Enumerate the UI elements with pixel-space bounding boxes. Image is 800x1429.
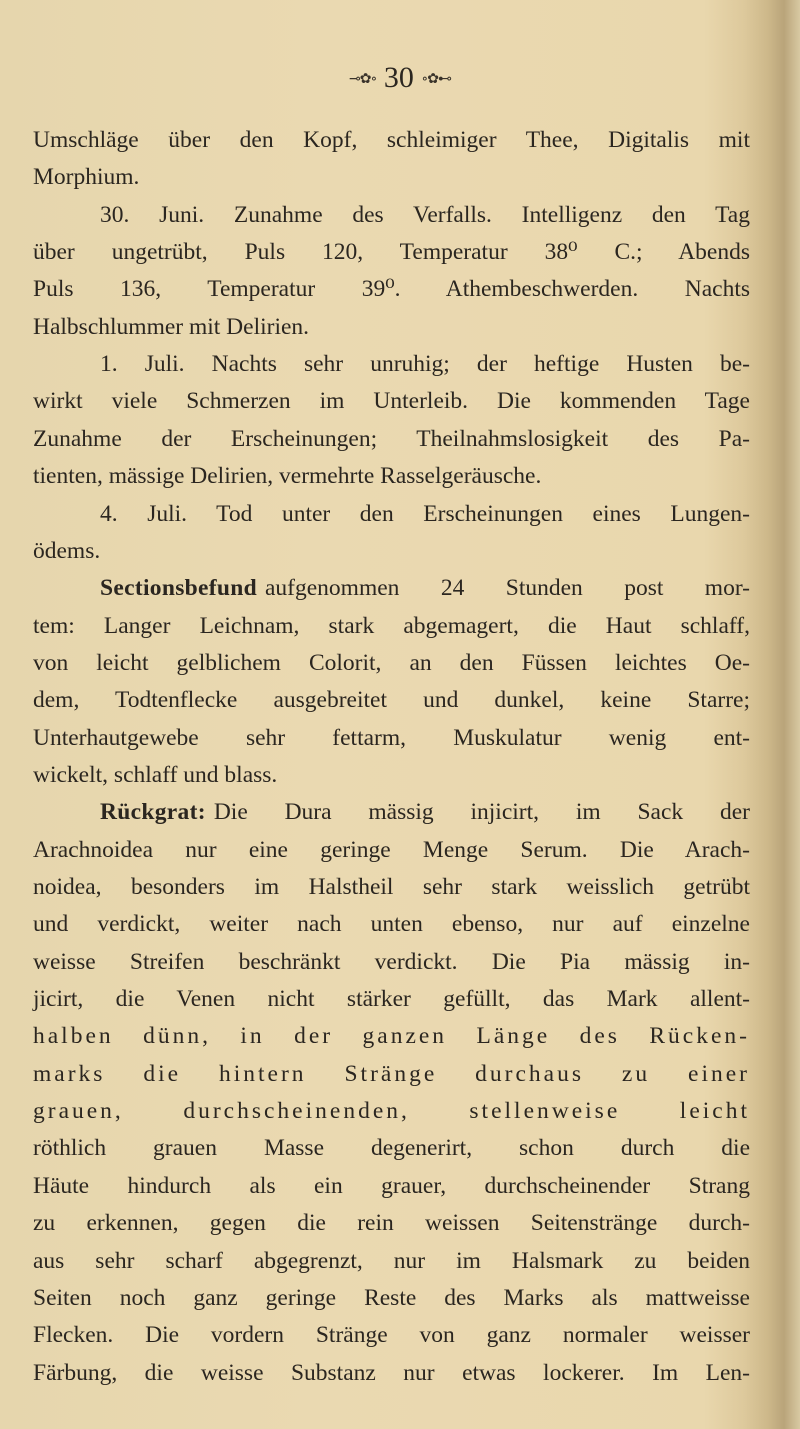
text-line — [33, 1283, 750, 1313]
text-line — [33, 573, 750, 603]
text-line — [33, 162, 750, 192]
text-line — [33, 200, 750, 230]
text-line — [33, 312, 750, 342]
line-text: Häute hindurch als ein grauer, durchscheinender Strang — [33, 1172, 750, 1199]
line-text: halben dünn, in der ganzen Länge des Rücken- — [33, 1023, 750, 1050]
line-text: Morphium. — [33, 164, 140, 191]
text-line — [33, 1171, 750, 1201]
text-line — [33, 499, 750, 529]
text-line — [33, 274, 750, 304]
line-text: weisse Streifen beschränkt verdickt. Die Pia mässig in- — [33, 948, 750, 975]
line-text: aus sehr scharf abgegrenzt, nur im Halsmark zu beiden — [33, 1247, 750, 1274]
line-text: Umschläge über den Kopf, schleimiger Thee, Digitalis mit — [33, 127, 750, 153]
text-line — [33, 797, 750, 827]
line-text: Flecken. Die vordern Stränge von ganz normaler weisser — [33, 1322, 750, 1349]
text-line — [33, 1208, 750, 1238]
text-line — [33, 835, 750, 865]
line-text: Zunahme der Erscheinungen; Theilnahmslosigkeit des Pa- — [33, 425, 750, 452]
section-heading: Sectionsbefund — [100, 575, 257, 602]
ornament-left-icon: ⊸✿∘ — [349, 72, 377, 88]
line-text: jicirt, die Venen nicht stärker gefüllt, das Mark allent- — [33, 986, 750, 1013]
text-line — [33, 386, 750, 416]
line-text: wickelt, schlaff und blass. — [33, 761, 278, 788]
line-text: dem, Todtenflecke ausgebreitet und dunkel, keine Starre; — [33, 687, 750, 714]
text-line — [33, 611, 750, 641]
text-line — [33, 536, 750, 566]
ornament-right-icon: ∘✿⊷ — [421, 72, 451, 88]
text-line — [33, 1133, 750, 1163]
section-heading: Rückgrat: — [100, 799, 206, 826]
text-line — [33, 349, 750, 379]
text-line — [33, 872, 750, 902]
line-text: wirkt viele Schmerzen im Unterleib. Die kommenden Tage — [33, 388, 750, 415]
line-text: 30. Juni. Zunahme des Verfalls. Intelligenz den Tag — [100, 201, 750, 228]
text-line — [33, 947, 750, 977]
line-text: tem: Langer Leichnam, stark abgemagert, die Haut schlaff, — [33, 612, 750, 639]
line-text: Seiten noch ganz geringe Reste des Marks als mattweisse — [33, 1284, 750, 1311]
text-line — [33, 461, 750, 491]
text-line — [33, 237, 750, 267]
line-text: und verdickt, weiter nach unten ebenso, nur auf einzelne — [33, 911, 750, 938]
line-text: marks die hintern Stränge durchaus zu einer — [33, 1060, 750, 1087]
page-number: 30 — [383, 61, 414, 94]
line-text: Die Dura mässig injicirt, im Sack der — [213, 799, 750, 826]
line-text: Puls 136, Temperatur 39⁰. Athembeschwerden. Nachts — [33, 276, 750, 303]
text-line — [33, 685, 750, 715]
text-line — [33, 648, 750, 678]
line-text: aufgenommen 24 Stunden post mor- — [264, 575, 750, 602]
text-line — [33, 723, 750, 753]
page-header — [0, 60, 800, 98]
text-line — [33, 125, 750, 155]
text-line — [33, 1246, 750, 1276]
text-line — [33, 1320, 750, 1350]
line-text: zu erkennen, gegen die rein weissen Seitenstränge durch- — [33, 1210, 750, 1237]
line-text: Färbung, die weisse Substanz nur etwas lockerer. Im Len- — [33, 1359, 750, 1386]
text-line — [33, 1021, 750, 1051]
line-text: tienten, mässige Delirien, vermehrte Rasselgeräusche. — [33, 463, 542, 490]
line-text: Halbschlummer mit Delirien. — [33, 313, 310, 340]
line-text: Unterhautgewebe sehr fettarm, Muskulatur wenig ent- — [33, 724, 750, 751]
line-text: röthlich grauen Masse degenerirt, schon durch die — [33, 1135, 750, 1162]
text-line — [33, 1358, 750, 1388]
line-text: 1. Juli. Nachts sehr unruhig; der heftige Husten be- — [100, 351, 750, 378]
line-text: ödems. — [33, 537, 101, 564]
line-text: 4. Juli. Tod unter den Erscheinungen eines Lungen- — [100, 500, 750, 527]
text-line — [33, 1096, 750, 1126]
text-line — [33, 1059, 750, 1089]
line-text: grauen, durchscheinenden, stellenweise leicht — [33, 1098, 750, 1125]
text-line — [33, 909, 750, 939]
line-text: von leicht gelblichem Colorit, an den Füssen leichtes Oe- — [33, 649, 750, 676]
text-line — [33, 424, 750, 454]
text-line — [33, 760, 750, 790]
text-line — [33, 984, 750, 1014]
line-text: über ungetrübt, Puls 120, Temperatur 38⁰ C.; Abends — [33, 239, 750, 266]
line-text: Arachnoidea nur eine geringe Menge Serum. Die Arach- — [33, 836, 750, 863]
line-text: noidea, besonders im Halstheil sehr stark weisslich getrübt — [33, 874, 750, 900]
